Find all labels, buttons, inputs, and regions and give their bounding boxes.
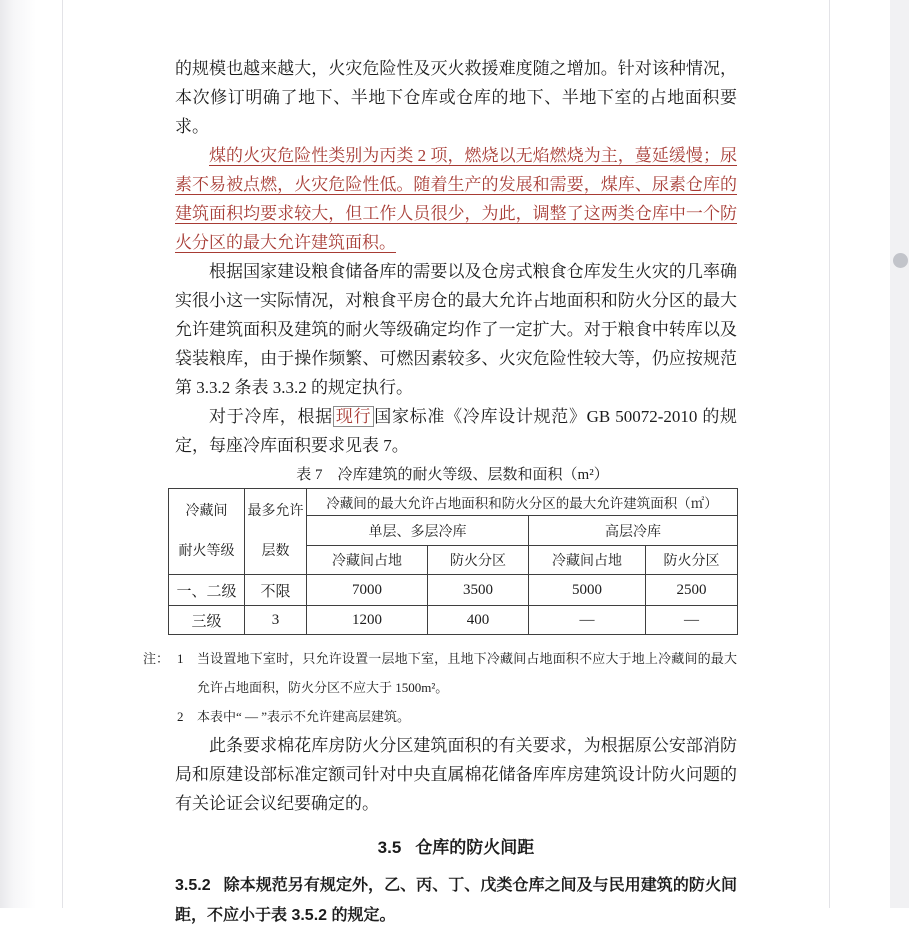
table-cell-floors: 不限 xyxy=(245,575,307,606)
paragraph-cold-storage xyxy=(175,402,737,460)
header-line: 层数 xyxy=(261,543,290,559)
table7-header-fire-resistance xyxy=(169,489,245,575)
note-1-number: 1 xyxy=(177,651,184,666)
document-content xyxy=(63,0,829,931)
table7-header-max-floors xyxy=(245,489,307,575)
document-page xyxy=(62,0,830,924)
table-cell-value: 5000 xyxy=(529,575,646,606)
header-line: 耐火等级 xyxy=(178,543,235,559)
table-cell-grade: 一、二级 xyxy=(169,575,245,606)
table7-title: 表 7 冷库建筑的耐火等级、层数和面积（m²） xyxy=(296,467,609,483)
table7-header-span-area: 冷藏间的最大允许占地面积和防火分区的最大允许建筑面积（㎡） xyxy=(307,489,738,516)
table7-notes xyxy=(143,644,737,731)
table7 xyxy=(168,488,738,635)
note-2-number: 2 xyxy=(177,709,184,724)
revision-insert-box: 现行 xyxy=(333,406,374,427)
table-cell-value: 400 xyxy=(428,606,529,635)
paragraph-revision-redline: 煤的火灾危险性类别为丙类 2 项，燃烧以无焰燃烧为主，蔓延缓慢；尿素不易被点燃，火灾危险性低。随着生产的发展和需要，煤库、尿素仓库的建筑面积均要求较大，但工作人员很少，为此，调整了这两类仓库中一个防火分区的最大允许建筑面积。 xyxy=(175,146,737,252)
table7-subheader-compartment-2: 防火分区 xyxy=(646,546,738,575)
notes-label: 注： xyxy=(143,651,170,666)
table-cell-value: 3500 xyxy=(428,575,529,606)
scrollbar-thumb-dot[interactable] xyxy=(893,253,908,268)
clause-number: 3.5.2 xyxy=(175,877,211,894)
table-cell-value: 2500 xyxy=(646,575,738,606)
header-line: 最多允许 xyxy=(247,503,304,519)
note-1-text: 当设置地下室时，只允许设置一层地下室，且地下冷藏间占地面积不应大于地上冷藏间的最大允许占地面积，防火分区不应大于 1500m²。 xyxy=(197,651,737,695)
table7-subheader-compartment-1: 防火分区 xyxy=(428,546,529,575)
cold-storage-text-before: 对于冷库，根据 xyxy=(209,407,333,426)
note-2-text: 本表中“ — ”表示不允许建高层建筑。 xyxy=(197,709,411,724)
table-cell-value: 7000 xyxy=(307,575,428,606)
table-cell-value: — xyxy=(529,606,646,635)
table-cell-value: — xyxy=(646,606,738,635)
section-heading-3-5 xyxy=(175,833,737,858)
paragraph-cotton-warehouse: 此条要求棉花库房防火分区建筑面积的有关要求，为根据原公安部消防局和原建设部标准定额司针对中央直属棉花储备库库房建筑设计防火问题的有关论证会议纪要确定的。 xyxy=(175,736,737,813)
table-cell-floors: 3 xyxy=(245,606,307,635)
table-cell-grade: 三级 xyxy=(169,606,245,635)
clause-text: 除本规范另有规定外，乙、丙、丁、戊类仓库之间及与民用建筑的防火间距，不应小于表 3.5.2 的规定。 xyxy=(175,877,737,924)
table7-subheader-footprint-2: 冷藏间占地 xyxy=(529,546,646,575)
table-row xyxy=(169,575,738,606)
table7-header-highrise: 高层冷库 xyxy=(529,516,738,546)
section-title: 仓库的防火间距 xyxy=(415,838,535,857)
table-row xyxy=(169,606,738,635)
table-cell-value: 1200 xyxy=(307,606,428,635)
paragraph-continuation: 的规模也越来越大，火灾危险性及灭火救援难度随之增加。针对该种情况，本次修订明确了地下、半地下仓库或仓库的地下、半地下室的占地面积要求。 xyxy=(175,59,737,136)
page-left-shadow xyxy=(0,0,62,908)
table7-subheader-footprint-1: 冷藏间占地 xyxy=(307,546,428,575)
cold-storage-text-after: 国家标准《冷库设计规范》GB 50072-2010 的规定，每座冷库面积要求见表 7。 xyxy=(175,407,738,455)
scrollbar-track xyxy=(890,0,909,908)
paragraph-grain-warehouse: 根据国家建设粮食储备库的需要以及仓房式粮食仓库发生火灾的几率确实很小这一实际情况，对粮食平房仓的最大允许占地面积和防火分区的最大允许建筑面积及建筑的耐火等级确定均作了一定扩大。对于粮食中转库以及袋装粮库，由于操作频繁、可燃因素较多、火灾危险性较大等，仍应按规范第 3.3.2 条表 3.3.2 的规定执行。 xyxy=(175,262,737,397)
section-number: 3.5 xyxy=(377,838,402,857)
clause-3-5-2 xyxy=(175,871,737,931)
header-line: 冷藏间 xyxy=(185,503,228,519)
table7-header-single-multi: 单层、多层冷库 xyxy=(307,516,529,546)
notes-label-spacer xyxy=(143,702,173,731)
